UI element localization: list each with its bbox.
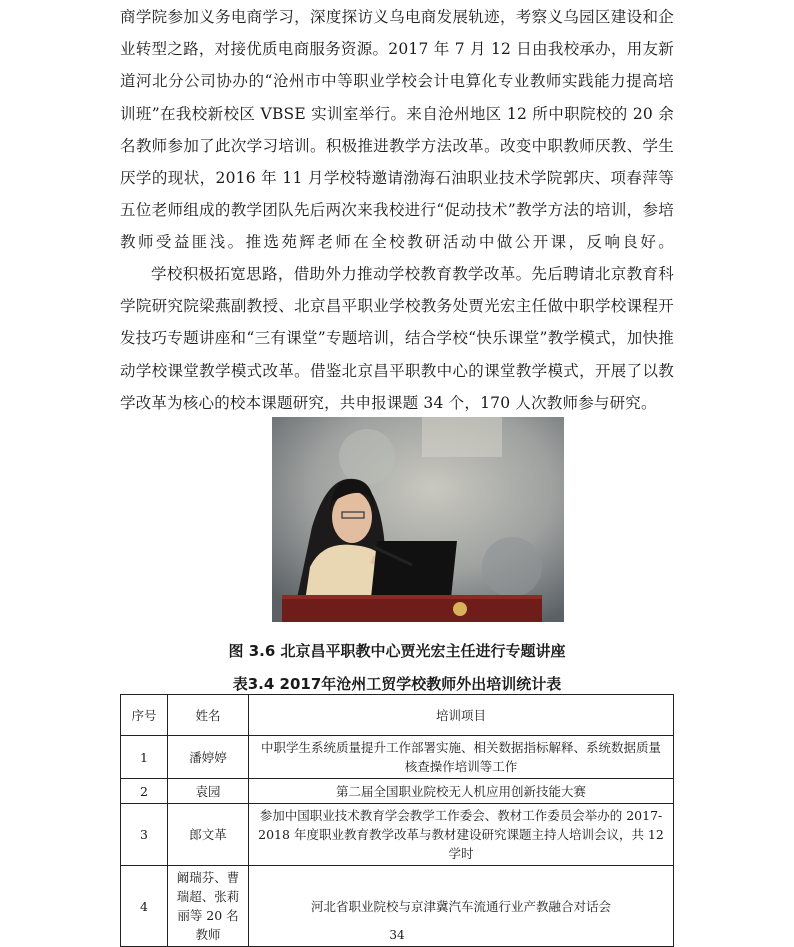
cell-name: 阚瑞芬、曹瑞超、张莉丽等 20 名教师 [168,866,249,947]
cell-project: 参加中国职业技术教育学会教学工作委会、教材工作委员会举办的 2017-2018 年度职业教育教学改革与教材建设研究课题主持人培训会议，共 12 学时 [249,804,674,866]
header-project: 培训项目 [249,695,674,736]
table-row [121,779,674,804]
body-paragraph-2: 学校积极拓宽思路，借助外力推动学校教育教学改革。先后聘请北京教育科学院研究院梁燕副教授、北京昌平职业学校教务处贾光宏主任做中职学校课程开发技巧专题讲座和“三有课堂”专题培训，结合学校“快乐课堂”教学模式，加快推动学校课堂教学模式改革。借鉴北京昌平职教中心的课堂教学模式，开展了以教学改革为核心的校本课题研究，共申报课题 34 个，170 人次教师参与研究。 [120,265,674,412]
cell-project: 河北省职业院校与京津冀汽车流通行业产教融合对话会 [249,866,674,947]
body-paragraph-1: 商学院参加义务电商学习，深度探访义乌电商发展轨迹，考察义乌园区建设和企业转型之路，对接优质电商服务资源。2017 年 7 月 12 日由我校承办，用友新道河北分公司协办的“沧州市中等职业学校会计电算化专业教师实践能力提高培训班”在我校新校区 VBSE 实训室举行。来自沧州地区 12 所中职院校的 20 余名教师参加了此次学习培训。积极推进教学方法改革。改变中职教师厌教、学生厌学的现状，2016 年 11 月学校特邀请渤海石油职业技术学院郭庆、项春萍等五位老师组成的教学团队先后两次来我校进行“促动技术”教学方法的培训，参培教师受益匪浅。推选苑辉老师在全校教研活动中做公开课，反响良好。 [120,8,674,252]
lecture-photo-illustration [272,417,564,622]
header-name: 姓名 [168,695,249,736]
cell-name: 郎文革 [168,804,249,866]
lecture-photo [272,417,564,622]
cell-project: 中职学生系统质量提升工作部署实施、相关数据指标解释、系统数据质量核查操作培训等工作 [249,736,674,779]
cell-name: 袁园 [168,779,249,804]
body-paragraph-2-block [120,258,674,419]
header-no: 序号 [121,695,168,736]
table-caption: 表3.4 2017年沧州工贸学校教师外出培训统计表 [232,675,562,693]
table-row [121,804,674,866]
cell-no: 2 [121,779,168,804]
training-table [120,694,674,947]
cell-no: 3 [121,804,168,866]
body-paragraph-1-block [120,1,674,259]
cell-no: 1 [121,736,168,779]
table-header-row [121,695,674,736]
cell-project: 第二届全国职业院校无人机应用创新技能大赛 [249,779,674,804]
table-row [121,736,674,779]
cell-name: 潘婷婷 [168,736,249,779]
cell-no: 4 [121,866,168,947]
figure-caption: 图 3.6 北京昌平职教中心贾光宏主任进行专题讲座 [228,642,566,660]
page-number: 34 [389,928,405,942]
